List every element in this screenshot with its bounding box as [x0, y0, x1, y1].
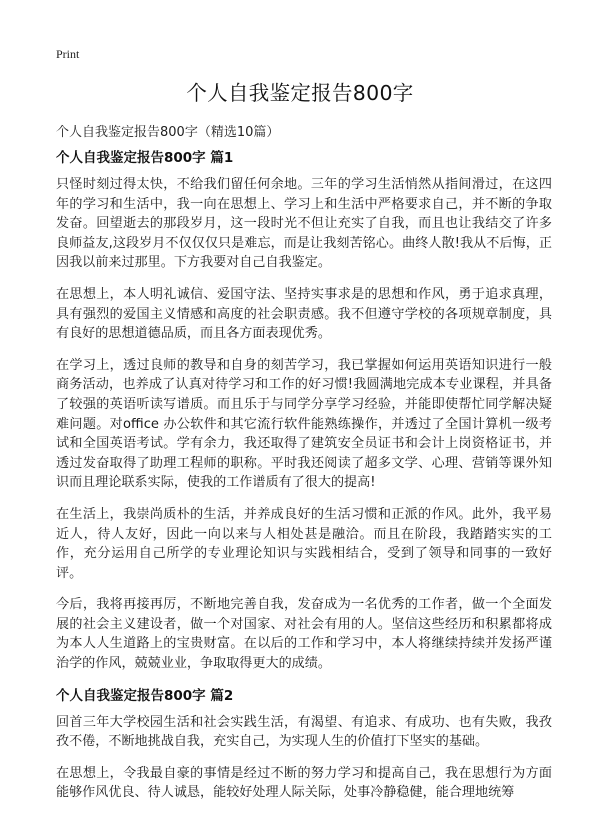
document-content: [56, 150, 552, 815]
document-title: 个人自我鉴定报告800字: [186, 81, 414, 105]
section-heading-2: 个人自我鉴定报告800字 篇2: [56, 687, 234, 704]
section-1-paragraph-4: 在生活上，我崇尚质朴的生活，并养成良好的生活习惯和正派的作风。此外，我平易近人，待人友好，因此一向以来与人相处甚是融洽。而且在阶段，我踏踏实实的工作，充分运用自己所学的专业理论知识与实践相结合，受到了领导和同事的一致好评。: [56, 506, 552, 581]
section-2-paragraph-1: 回首三年大学校园生活和社会实践生活，有渴望、有追求、有成功、也有失败，我孜孜不倦，不断地挑战自我，充实自己，为实现人生的价值打下坚实的基础。: [56, 714, 552, 750]
section-heading-1: 个人自我鉴定报告800字 篇1: [56, 150, 234, 166]
section-1-paragraph-2: 在思想上，本人明礼诚信、爱国守法、坚持实事求是的思想和作风，勇于追求真理，具有强烈的爱国主义情感和高度的社会职责感。我不但遵守学校的各项规章制度，具有良好的思想道德品质，而且各方面表现优秀。: [56, 286, 552, 342]
section-2-paragraph-2: 在思想上，令我最自豪的事情是经过不断的努力学习和提高自己，我在思想行为方面能够作风优良、待人诚恳，能较好处理人际关际，处事冷静稳健，能合理地统筹: [56, 765, 552, 801]
section-1-paragraph-1: 只怪时刻过得太快，不给我们留任何余地。三年的学习生活悄然从指间滑过，在这四年的学习和生活中，我一向在思想上、学习上和生活中严格要求自己，并不断的争取发奋。回望逝去的那段岁月，这一段时光不但让充实了自我，而且也让我结交了许多良师益友,这段岁月不仅仅仅只是难忘，而是让我刻苦铭心。曲终人散!我从不后悔，正因我以前来过那里。下方我要对自己自我鉴定。: [56, 177, 552, 271]
print-link[interactable]: Print: [56, 47, 80, 61]
document-subtitle: 个人自我鉴定报告800字（精选10篇）: [56, 125, 280, 140]
section-1-paragraph-3: 在学习上，透过良师的教导和自身的刻苦学习，我已掌握如何运用英语知识进行一般商务活动，也养成了认真对待学习和工作的好习惯!我圆满地完成本专业课程，并具备了较强的英语听读写谱质。而且乐于与同学分享学习经验，并能即使帮忙同学解决疑难问题。对office 办公软件和其它流行软件能熟练操作，并透过了全国计算机一级考试和全国英语考试。学有余力，我还取得了建筑安全员证书和会计上岗资格证书，并透过发奋取得了助理工程师的职称。平时我还阅读了超多文学、心理、营销等课外知识而且理论联系实际，使我的工作谱质有了很大的提高!: [56, 357, 552, 491]
section-1-paragraph-5: 今后，我将再接再厉，不断地完善自我，发奋成为一名优秀的工作者，做一个全面发展的社会主义建设者，做一个对国家、对社会有用的人。坚信这些经历和积累都将成为本人人生道路上的宝贵财富。在以后的工作和学习中，本人将继续持续并发扬严谨治学的作风，兢兢业业，争取取得更大的成绩。: [56, 597, 552, 672]
